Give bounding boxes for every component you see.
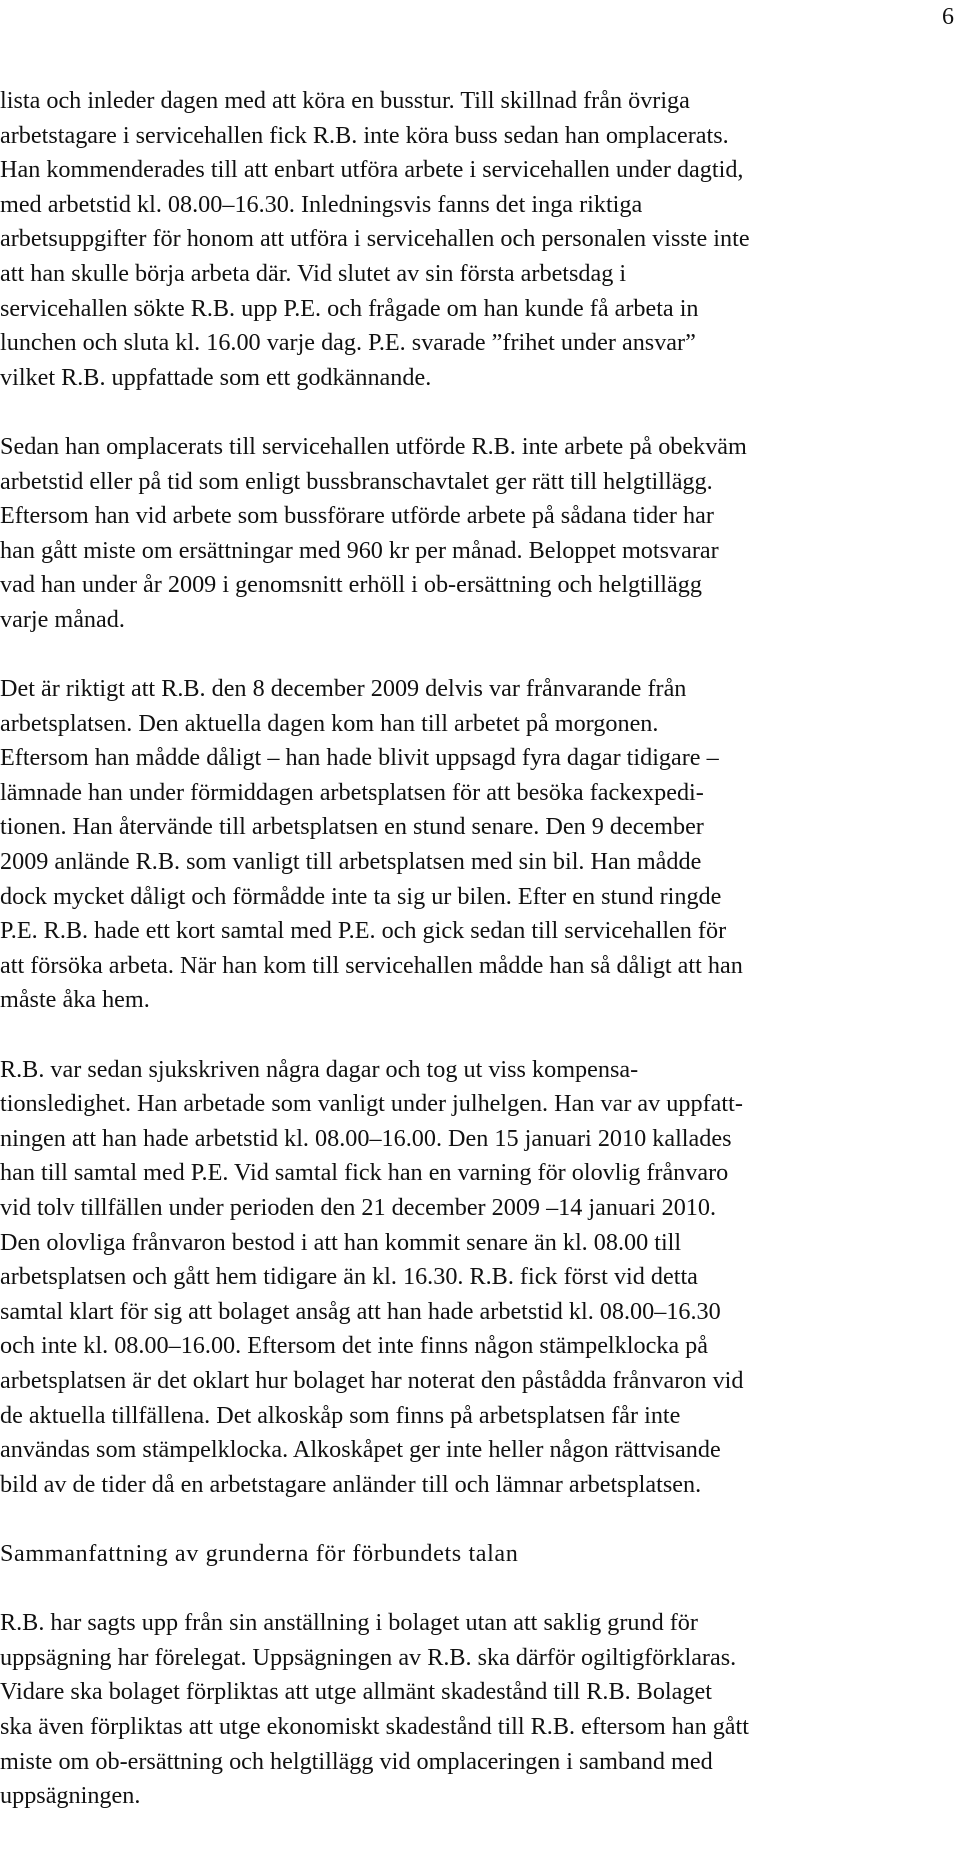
text-line: arbetstagare i servicehallen fick R.B. inte köra buss sedan han omplacerats.	[0, 121, 729, 149]
text-line: servicehallen sökte R.B. upp P.E. och frågade om han kunde få arbeta in	[0, 294, 699, 322]
text-line: måste åka hem.	[0, 986, 150, 1014]
text-line: de aktuella tillfällena. Det alkoskåp som finns på arbetsplatsen får inte	[0, 1401, 681, 1429]
paragraph-spacer	[0, 1572, 960, 1607]
text-line: ningen att han hade arbetstid kl. 08.00–16.00. Den 15 januari 2010 kallades	[0, 1124, 732, 1152]
text-line: R.B. var sedan sjukskriven några dagar och tog ut viss kompensa-	[0, 1055, 639, 1083]
text-line: med arbetstid kl. 08.00–16.30. Inledningsvis fanns det inga riktiga	[0, 190, 643, 218]
text-line: Eftersom han mådde dåligt – han hade blivit uppsagd fyra dagar tidigare –	[0, 744, 719, 772]
text-line: vilket R.B. uppfattade som ett godkännande.	[0, 363, 432, 391]
text-line: att försöka arbeta. När han kom till servicehallen mådde han så dåligt att han	[0, 951, 743, 979]
text-line: R.B. har sagts upp från sin anställning i bolaget utan att saklig grund för	[0, 1609, 698, 1637]
text-line: miste om ob-ersättning och helgtillägg vid omplaceringen i samband med	[0, 1747, 713, 1775]
document-body	[0, 84, 960, 1814]
text-line: varje månad.	[0, 605, 125, 633]
text-line: Den olovliga frånvaron bestod i att han kommit senare än kl. 08.00 till	[0, 1228, 682, 1256]
paragraph-3	[0, 672, 960, 1018]
text-line: arbetsplatsen är det oklart hur bolaget har noterat den påstådda frånvaron vid	[0, 1366, 744, 1394]
text-line: ska även förpliktas att utge ekonomiskt skadestånd till R.B. eftersom han gått	[0, 1712, 749, 1740]
text-line: vid tolv tillfällen under perioden den 21 december 2009 –14 januari 2010.	[0, 1194, 717, 1221]
text-line: arbetstid eller på tid som enligt bussbranschavtalet ger rätt till helgtillägg.	[0, 467, 713, 495]
text-line: dock mycket dåligt och förmådde inte ta sig ur bilen. Efter en stund ringde	[0, 882, 722, 910]
text-line: arbetsplatsen. Den aktuella dagen kom han till arbetet på morgonen.	[0, 709, 659, 737]
text-line: lista och inleder dagen med att köra en busstur. Till skillnad från övriga	[0, 87, 690, 114]
text-line: 2009 anlände R.B. som vanligt till arbetsplatsen med sin bil. Han mådde	[0, 848, 702, 876]
text-line: P.E. R.B. hade ett kort samtal med P.E. och gick sedan till servicehallen för	[0, 917, 727, 945]
text-line: uppsägningen.	[0, 1782, 141, 1810]
text-line: Vidare ska bolaget förpliktas att utge allmänt skadestånd till R.B. Bolaget	[0, 1678, 712, 1706]
paragraph-spacer	[0, 638, 960, 673]
text-line: arbetsplatsen och gått hem tidigare än kl. 16.30. R.B. fick först vid detta	[0, 1263, 698, 1291]
text-line: arbetsuppgifter för honom att utföra i servicehallen och personalen visste inte	[0, 225, 750, 253]
page-number: 6	[942, 4, 954, 30]
text-line: bild av de tider då en arbetstagare anländer till och lämnar arbetsplatsen.	[0, 1470, 702, 1498]
text-line: och inte kl. 08.00–16.00. Eftersom det inte finns någon stämpelklocka på	[0, 1332, 709, 1360]
paragraph-spacer	[0, 1502, 960, 1537]
section-heading: Sammanfattning av grunderna för förbundets talan	[0, 1539, 519, 1567]
paragraph-4	[0, 1053, 960, 1503]
paragraph-2	[0, 430, 960, 638]
text-line: Det är riktigt att R.B. den 8 december 2009 delvis var frånvarande från	[0, 675, 687, 703]
text-line: Han kommenderades till att enbart utföra arbete i servicehallen under dagtid,	[0, 156, 744, 184]
text-line: Eftersom han vid arbete som bussförare utförde arbete på sådana tider har	[0, 502, 714, 530]
paragraph-1	[0, 84, 960, 395]
text-line: uppsägning har förelegat. Uppsägningen av R.B. ska därför ogiltigförklaras.	[0, 1643, 737, 1671]
text-line: Sedan han omplacerats till servicehallen utförde R.B. inte arbete på obekväm	[0, 432, 747, 460]
paragraph-final	[0, 1606, 960, 1814]
text-line: att han skulle börja arbeta där. Vid slutet av sin första arbetsdag i	[0, 259, 627, 287]
paragraph-spacer	[0, 395, 960, 430]
text-line: vad han under år 2009 i genomsnitt erhöll i ob-ersättning och helgtillägg	[0, 571, 702, 599]
paragraph-spacer	[0, 1018, 960, 1053]
text-line: lämnade han under förmiddagen arbetsplatsen för att besöka fackexpedi-	[0, 778, 704, 806]
text-line: lunchen och sluta kl. 16.00 varje dag. P.E. svarade ”frihet under ansvar”	[0, 329, 696, 357]
text-line: han till samtal med P.E. Vid samtal fick han en varning för olovlig frånvaro	[0, 1159, 729, 1187]
text-line: tionsledighet. Han arbetade som vanligt under julhelgen. Han var av uppfatt-	[0, 1090, 743, 1118]
text-line: han gått miste om ersättningar med 960 kr per månad. Beloppet motsvarar	[0, 536, 719, 564]
text-line: samtal klart för sig att bolaget ansåg att han hade arbetstid kl. 08.00–16.30	[0, 1297, 721, 1325]
text-line: tionen. Han återvände till arbetsplatsen en stund senare. Den 9 december	[0, 813, 704, 841]
text-line: användas som stämpelklocka. Alkoskåpet ger inte heller någon rättvisande	[0, 1436, 721, 1464]
